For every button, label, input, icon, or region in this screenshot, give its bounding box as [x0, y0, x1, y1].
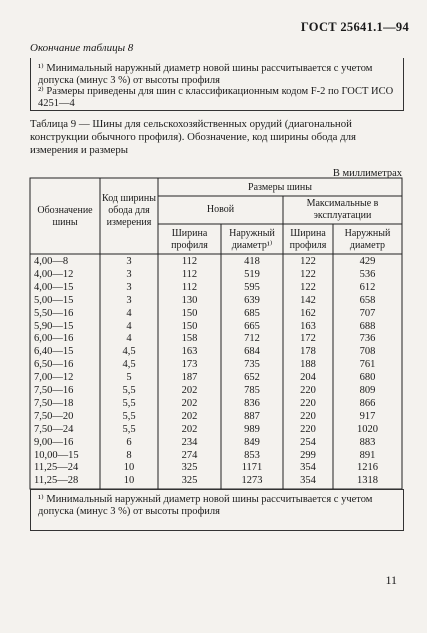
cell-diameter-new: 735: [244, 359, 260, 371]
cell-rim-code: 3: [126, 268, 132, 280]
cell-designation: 4,00—8: [34, 256, 69, 267]
cell-width-new: 325: [181, 462, 198, 474]
cell-designation: 5,00—15: [34, 294, 74, 306]
header-max-in-service: Максимальные в эксплуатации: [306, 198, 379, 221]
cell-diameter-new: 418: [244, 256, 260, 267]
cell-diameter-new: 836: [244, 397, 260, 409]
cell-diameter-max: 891: [359, 449, 376, 461]
header-diameter-max: Наружный диаметр: [344, 228, 391, 251]
cell-rim-code: 5,5: [122, 385, 136, 396]
cell-width-new: 112: [181, 268, 198, 280]
cell-rim-code: 4,5: [122, 346, 136, 358]
cell-rim-code: 3: [126, 256, 132, 267]
cell-rim-code: 10: [123, 462, 135, 474]
cell-width-max: 188: [300, 359, 316, 371]
cell-diameter-new: 785: [244, 385, 260, 396]
cell-diameter-max: 536: [359, 268, 376, 280]
cell-rim-code: 5,5: [122, 410, 136, 422]
cell-designation: 5,50—16: [34, 307, 74, 319]
cell-diameter-new: 595: [244, 281, 260, 293]
cell-designation: 7,50—16: [34, 385, 74, 396]
cell-width-new: 158: [181, 333, 198, 345]
cell-diameter-max: 707: [359, 307, 376, 319]
cell-width-max: 178: [300, 346, 316, 358]
cell-width-max: 172: [300, 333, 316, 345]
cell-diameter-new: 519: [244, 268, 260, 280]
cell-designation: 7,50—20: [34, 410, 74, 422]
cell-designation: 5,90—15: [34, 320, 74, 332]
cell-diameter-max: 866: [359, 397, 376, 409]
cell-width-max: 122: [300, 268, 316, 280]
cell-width-max: 162: [300, 307, 316, 319]
table-8-footnote-2: ²⁾ Размеры приведены для шин с классификационным кодом F-2 по ГОСТ ИСО 4251—4: [38, 86, 394, 109]
cell-diameter-new: 665: [244, 320, 260, 332]
header-diameter-new: Наружный диаметр¹⁾: [229, 228, 275, 251]
cell-width-new: 274: [181, 449, 198, 461]
cell-width-new: 163: [181, 346, 198, 358]
cell-diameter-new: 1273: [241, 475, 263, 487]
cell-width-new: 187: [181, 372, 198, 384]
table-9-caption: Таблица 9 — Шины для сельскохозяйственных орудий (диагональной конструкции обычного профиля). Обозначение, код ширины обода для измерения и размеры: [30, 118, 357, 156]
cell-designation: 11,25—24: [34, 462, 79, 474]
cell-designation: 10,00—15: [34, 449, 79, 461]
cell-rim-code: 3: [126, 281, 132, 293]
cell-diameter-new: 887: [244, 410, 260, 422]
cell-diameter-max: 1318: [357, 475, 378, 487]
cell-width-max: 122: [300, 256, 316, 267]
table-9-footnote: ¹⁾ Минимальный наружный диаметр новой шины рассчитывается с учетом допуска (минус 3 %) от высоты профиля: [38, 494, 373, 517]
cell-diameter-new: 712: [244, 333, 260, 345]
cell-designation: 6,00—16: [34, 333, 74, 345]
cell-designation: 7,50—24: [34, 423, 74, 435]
cell-width-max: 204: [300, 372, 316, 384]
header-rim-code: Код ширины обода для измерения: [102, 193, 156, 228]
cell-designation: 7,50—18: [34, 397, 74, 409]
cell-designation: 6,50—16: [34, 359, 74, 371]
cell-diameter-max: 1216: [357, 462, 378, 474]
cell-diameter-new: 684: [244, 346, 260, 358]
cell-diameter-new: 849: [244, 436, 260, 448]
cell-width-new: 202: [181, 385, 198, 396]
page-number: 11: [385, 573, 397, 587]
cell-designation: 11,25—28: [34, 475, 79, 487]
cell-diameter-max: 917: [359, 410, 376, 422]
header-new: Новой: [206, 204, 235, 215]
cell-diameter-max: 688: [359, 320, 376, 332]
cell-width-new: 202: [181, 397, 198, 409]
cell-width-max: 142: [300, 294, 316, 306]
cell-width-max: 220: [300, 410, 316, 422]
cell-diameter-max: 680: [359, 372, 376, 384]
cell-width-new: 202: [181, 410, 198, 422]
cell-designation: 4,00—15: [34, 281, 74, 293]
cell-diameter-max: 883: [359, 436, 376, 448]
cell-diameter-max: 1020: [357, 423, 378, 435]
cell-width-new: 150: [181, 320, 198, 332]
cell-width-max: 254: [300, 436, 316, 448]
cell-diameter-max: 429: [359, 256, 376, 267]
cell-diameter-new: 1171: [241, 462, 263, 474]
cell-rim-code: 4: [126, 307, 132, 319]
cell-diameter-new: 989: [244, 423, 260, 435]
cell-designation: 6,40—15: [34, 346, 74, 358]
cell-diameter-max: 658: [359, 294, 376, 306]
cell-diameter-new: 685: [244, 307, 260, 319]
cell-rim-code: 5,5: [122, 423, 136, 435]
cell-width-max: 122: [300, 281, 316, 293]
table-8-footnote-1: ¹⁾ Минимальный наружный диаметр новой шины рассчитывается с учетом допуска (минус 3 %) от высоты профиля: [38, 63, 373, 86]
cell-diameter-max: 612: [359, 281, 376, 293]
cell-diameter-max: 736: [359, 333, 376, 345]
cell-designation: 9,00—16: [34, 436, 74, 448]
cell-rim-code: 6: [126, 436, 132, 448]
cell-width-new: 112: [181, 256, 198, 267]
cell-rim-code: 4,5: [122, 359, 136, 371]
cell-rim-code: 8: [126, 449, 132, 461]
cell-width-max: 299: [300, 449, 316, 461]
cell-width-new: 202: [181, 423, 198, 435]
cell-width-max: 220: [300, 385, 316, 396]
cell-width-new: 150: [181, 307, 198, 319]
cell-diameter-new: 652: [244, 372, 260, 384]
cell-diameter-max: 809: [359, 385, 376, 396]
header-designation: Обозначение шины: [37, 205, 93, 228]
cell-width-new: 173: [181, 359, 198, 371]
header-tire-sizes: Размеры шины: [248, 182, 312, 193]
cell-diameter-new: 639: [244, 294, 260, 306]
cell-rim-code: 5: [126, 372, 132, 384]
cell-rim-code: 4: [126, 320, 132, 332]
table-8-ending-title: Окончание таблицы 8: [30, 42, 134, 54]
cell-rim-code: 4: [126, 333, 132, 345]
cell-width-new: 234: [181, 436, 198, 448]
unit-label: В миллиметрах: [332, 168, 402, 179]
standard-number: ГОСТ 25641.1—94: [300, 20, 409, 34]
cell-width-new: 130: [181, 294, 198, 306]
cell-width-max: 354: [300, 462, 316, 474]
cell-width-new: 112: [181, 281, 198, 293]
cell-rim-code: 5,5: [122, 397, 136, 409]
cell-diameter-max: 708: [359, 346, 376, 358]
cell-width-max: 163: [300, 320, 316, 332]
cell-width-max: 354: [300, 475, 316, 487]
cell-rim-code: 3: [126, 294, 132, 306]
header-width-new: Ширина профиля: [171, 228, 208, 251]
cell-designation: 7,00—12: [34, 372, 74, 384]
cell-width-max: 220: [300, 423, 316, 435]
cell-diameter-max: 761: [359, 359, 376, 371]
cell-width-new: 325: [181, 475, 198, 487]
cell-width-max: 220: [300, 397, 316, 409]
cell-designation: 4,00—12: [34, 268, 74, 280]
cell-diameter-new: 853: [244, 449, 260, 461]
cell-rim-code: 10: [123, 475, 135, 487]
header-width-max: Ширина профиля: [289, 228, 327, 251]
